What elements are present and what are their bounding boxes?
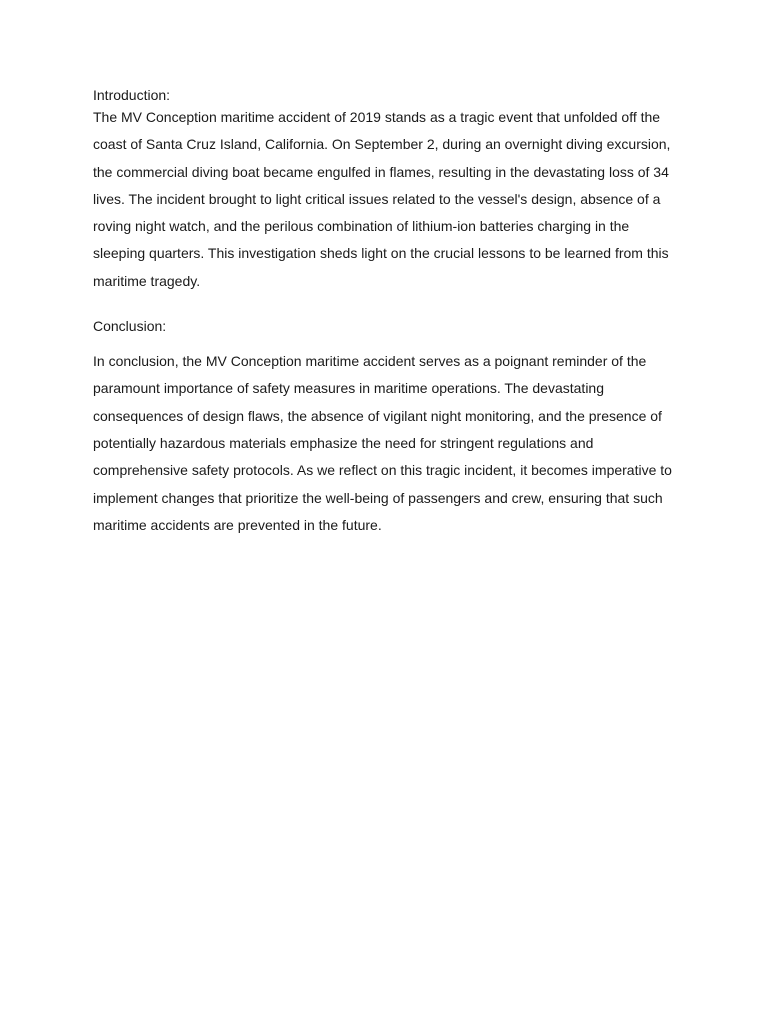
conclusion-paragraph: In conclusion, the MV Conception maritime accident serves as a poignant reminder of the paramount importance of safety measures in maritime operations. The devastating consequences of design flaws, the absence of vigilant night monitoring, and the presence of potentially hazardous materials emphasize the need for stringent regulations and comprehensive safety protocols. As we reflect on this tragic incident, it becomes imperative to implement changes that prioritize the well-being of passengers and crew, ensuring that such maritime accidents are prevented in the future. [93, 353, 672, 533]
introduction-heading: Introduction: [93, 87, 171, 103]
introduction-paragraph: The MV Conception maritime accident of 2019 stands as a tragic event that unfolded off the coast of Santa Cruz Island, California. On September 2, during an overnight diving excursion, the commercial diving boat became engulfed in flames, resulting in the devastating loss of 34 lives. The incident brought to light critical issues related to the vessel's design, absence of a roving night watch, and the perilous combination of lithium-ion batteries charging in the sleeping quarters. This investigation sheds light on the crucial lessons to be learned from this maritime tragedy. [93, 109, 671, 289]
document-page [93, 85, 681, 539]
conclusion-heading: Conclusion: [93, 318, 167, 335]
